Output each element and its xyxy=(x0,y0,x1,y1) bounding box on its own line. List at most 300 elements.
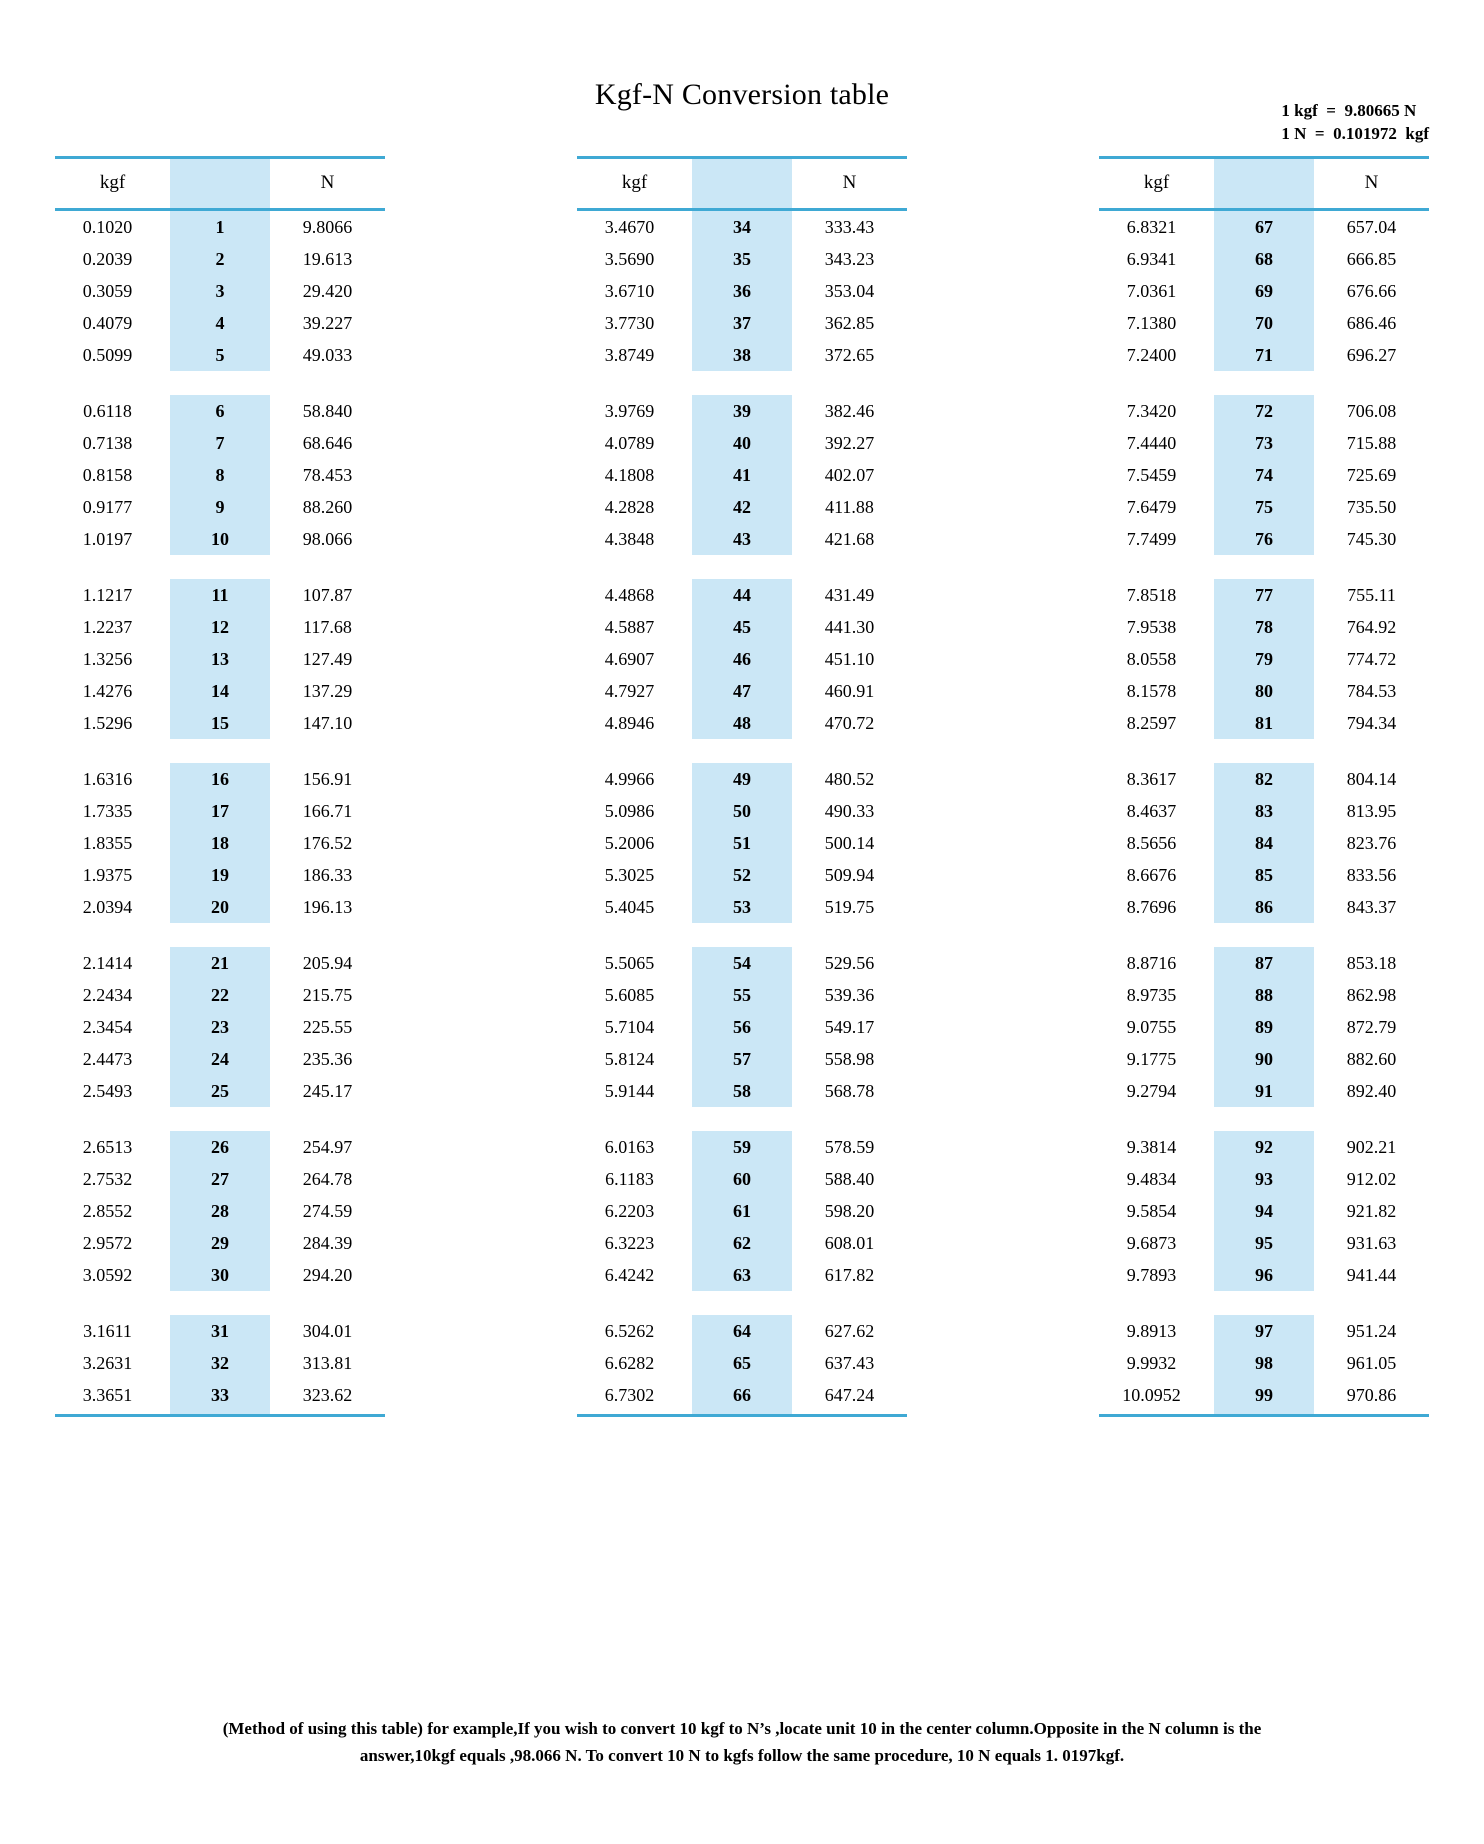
table-row xyxy=(577,643,907,675)
cell-kgf: 7.2400 xyxy=(1126,344,1177,365)
cell-newton: 686.46 xyxy=(1346,312,1397,333)
table-row xyxy=(55,827,385,859)
cell-newton: 862.98 xyxy=(1346,984,1397,1005)
table-row xyxy=(577,1379,907,1416)
cell-unit: 80 xyxy=(1214,675,1314,707)
spacer-cell xyxy=(1099,923,1429,947)
row-spacer xyxy=(55,371,385,395)
cell-kgf: 8.1578 xyxy=(1126,680,1177,701)
table-row xyxy=(577,1131,907,1163)
cell-newton: 617.82 xyxy=(824,1264,875,1285)
table-row xyxy=(577,675,907,707)
cell-kgf: 6.0163 xyxy=(604,1136,655,1157)
cell-unit: 22 xyxy=(170,979,270,1011)
table-row xyxy=(55,395,385,427)
table-row xyxy=(55,763,385,795)
cell-unit: 81 xyxy=(1214,707,1314,739)
cell-kgf: 7.7499 xyxy=(1126,528,1177,549)
table-row xyxy=(577,395,907,427)
table-row xyxy=(1099,339,1429,371)
cell-kgf: 1.4276 xyxy=(82,680,133,701)
table-row xyxy=(1099,1195,1429,1227)
cell-newton: 558.98 xyxy=(824,1048,875,1069)
cell-unit: 5 xyxy=(170,339,270,371)
table-row xyxy=(55,1347,385,1379)
table-row xyxy=(55,859,385,891)
cell-kgf: 6.1183 xyxy=(605,1168,654,1189)
table-body-3 xyxy=(1099,210,1429,1416)
footnote-line-2: answer,10kgf equals ,98.066 N. To convert 10 N to kgfs follow the same procedure, 10 N equals 1. 0197kgf. xyxy=(359,1746,1125,1766)
cell-newton: 951.24 xyxy=(1346,1320,1397,1341)
table-row xyxy=(1099,523,1429,555)
cell-kgf: 1.8355 xyxy=(82,832,133,853)
cell-newton: 68.646 xyxy=(302,432,353,453)
table-row xyxy=(55,611,385,643)
table-row xyxy=(55,979,385,1011)
cell-unit: 75 xyxy=(1214,491,1314,523)
cell-newton: 872.79 xyxy=(1346,1016,1397,1037)
cell-unit: 3 xyxy=(170,275,270,307)
table-row xyxy=(577,459,907,491)
cell-kgf: 8.2597 xyxy=(1126,712,1177,733)
cell-newton: 88.260 xyxy=(302,496,353,517)
cell-newton: 706.08 xyxy=(1346,400,1397,421)
cell-newton: 9.8066 xyxy=(302,216,353,237)
cell-newton: 843.37 xyxy=(1346,896,1397,917)
table-header-row xyxy=(55,158,385,210)
cell-newton: 735.50 xyxy=(1346,496,1397,517)
cell-kgf: 10.0952 xyxy=(1099,1379,1214,1416)
cell-newton: 343.23 xyxy=(824,248,875,269)
row-spacer xyxy=(577,739,907,763)
cell-unit: 83 xyxy=(1214,795,1314,827)
table-row xyxy=(55,307,385,339)
cell-kgf: 6.6282 xyxy=(604,1352,655,1373)
table-row xyxy=(55,1195,385,1227)
table-row xyxy=(577,763,907,795)
footnote-line-1: (Method of using this table) for example,If you wish to convert 10 kgf to N’s ,locate unit 10 in the center column.Opposite in the N column is the xyxy=(222,1719,1262,1738)
cell-newton: 117.68 xyxy=(303,616,352,637)
cell-newton: 392.27 xyxy=(824,432,875,453)
table-row xyxy=(577,1075,907,1107)
table-row xyxy=(577,275,907,307)
row-spacer xyxy=(1099,923,1429,947)
spacer-cell xyxy=(1099,1107,1429,1131)
table-row xyxy=(1099,395,1429,427)
table-row xyxy=(55,427,385,459)
cell-newton: 970.86 xyxy=(1314,1379,1429,1416)
cell-unit: 93 xyxy=(1214,1163,1314,1195)
cell-kgf: 2.3454 xyxy=(82,1016,133,1037)
row-spacer xyxy=(577,923,907,947)
cell-kgf: 3.6710 xyxy=(604,280,655,301)
cell-newton: 804.14 xyxy=(1346,768,1397,789)
cell-kgf: 3.7730 xyxy=(604,312,655,333)
cell-unit: 12 xyxy=(170,611,270,643)
cell-unit: 76 xyxy=(1214,523,1314,555)
cell-unit: 89 xyxy=(1214,1011,1314,1043)
cell-kgf: 5.8124 xyxy=(604,1048,655,1069)
cell-kgf: 5.9144 xyxy=(604,1080,655,1101)
table-row xyxy=(1099,1379,1429,1416)
table-row xyxy=(577,827,907,859)
spacer-cell xyxy=(577,1107,907,1131)
cell-unit: 36 xyxy=(692,275,792,307)
cell-newton: 961.05 xyxy=(1346,1352,1397,1373)
cell-newton: 823.76 xyxy=(1346,832,1397,853)
cell-unit: 66 xyxy=(692,1379,792,1416)
header-kgf: kgf xyxy=(55,158,170,210)
cell-unit: 38 xyxy=(692,339,792,371)
cell-newton: 107.87 xyxy=(302,584,353,605)
cell-unit: 11 xyxy=(170,579,270,611)
cell-unit: 54 xyxy=(692,947,792,979)
cell-kgf: 7.3420 xyxy=(1126,400,1177,421)
cell-unit: 37 xyxy=(692,307,792,339)
spacer-cell xyxy=(55,1291,385,1315)
table-row xyxy=(1099,947,1429,979)
table-row xyxy=(577,523,907,555)
cell-kgf: 4.1808 xyxy=(604,464,655,485)
cell-unit: 73 xyxy=(1214,427,1314,459)
cell-unit: 44 xyxy=(692,579,792,611)
cell-kgf: 7.5459 xyxy=(1126,464,1177,485)
cell-newton: 166.71 xyxy=(302,800,353,821)
table-row xyxy=(1099,210,1429,244)
table-row xyxy=(577,307,907,339)
cell-unit: 91 xyxy=(1214,1075,1314,1107)
cell-newton: 402.07 xyxy=(824,464,875,485)
cell-newton: 421.68 xyxy=(824,528,875,549)
table-row xyxy=(55,210,385,244)
table-row xyxy=(1099,611,1429,643)
cell-kgf: 5.3025 xyxy=(604,864,655,885)
cell-newton: 196.13 xyxy=(302,896,353,917)
cell-unit: 96 xyxy=(1214,1259,1314,1291)
cell-kgf: 3.4670 xyxy=(604,216,655,237)
table-row xyxy=(1099,795,1429,827)
cell-newton: 58.840 xyxy=(302,400,353,421)
table-row xyxy=(55,523,385,555)
cell-unit: 77 xyxy=(1214,579,1314,611)
cell-kgf: 9.4834 xyxy=(1126,1168,1177,1189)
row-spacer xyxy=(1099,555,1429,579)
cell-kgf: 4.7927 xyxy=(604,680,655,701)
header-unit xyxy=(1214,158,1314,210)
cell-kgf: 0.3059 xyxy=(82,280,133,301)
cell-newton: 362.85 xyxy=(824,312,875,333)
spacer-cell xyxy=(577,739,907,763)
table-row xyxy=(1099,1163,1429,1195)
row-spacer xyxy=(1099,1291,1429,1315)
table-row xyxy=(577,1347,907,1379)
cell-unit: 23 xyxy=(170,1011,270,1043)
cell-newton: 647.24 xyxy=(792,1379,907,1416)
cell-newton: 931.63 xyxy=(1346,1232,1397,1253)
table-row xyxy=(55,243,385,275)
cell-unit: 48 xyxy=(692,707,792,739)
cell-kgf: 8.7696 xyxy=(1126,896,1177,917)
cell-unit: 87 xyxy=(1214,947,1314,979)
table-row xyxy=(55,1259,385,1291)
cell-newton: 411.88 xyxy=(825,496,874,517)
cell-kgf: 3.1611 xyxy=(83,1320,132,1341)
cell-newton: 39.227 xyxy=(302,312,353,333)
cell-newton: 549.17 xyxy=(824,1016,875,1037)
table-row xyxy=(55,1043,385,1075)
header-n: N xyxy=(1314,158,1429,210)
cell-unit: 33 xyxy=(170,1379,270,1416)
cell-newton: 637.43 xyxy=(824,1352,875,1373)
table-row xyxy=(577,891,907,923)
cell-newton: 764.92 xyxy=(1346,616,1397,637)
cell-kgf: 2.7532 xyxy=(82,1168,133,1189)
cell-unit: 31 xyxy=(170,1315,270,1347)
cell-newton: 480.52 xyxy=(824,768,875,789)
cell-unit: 92 xyxy=(1214,1131,1314,1163)
cell-unit: 69 xyxy=(1214,275,1314,307)
cell-newton: 372.65 xyxy=(824,344,875,365)
table-body-2 xyxy=(577,210,907,1416)
cell-unit: 21 xyxy=(170,947,270,979)
cell-newton: 529.56 xyxy=(824,952,875,973)
cell-newton: 912.02 xyxy=(1346,1168,1397,1189)
row-spacer xyxy=(1099,371,1429,395)
cell-unit: 90 xyxy=(1214,1043,1314,1075)
cell-unit: 64 xyxy=(692,1315,792,1347)
cell-newton: 176.52 xyxy=(302,832,353,853)
cell-newton: 715.88 xyxy=(1346,432,1397,453)
cell-kgf: 9.8913 xyxy=(1126,1320,1177,1341)
cell-newton: 774.72 xyxy=(1346,648,1397,669)
cell-kgf: 4.8946 xyxy=(604,712,655,733)
conversion-table-2 xyxy=(577,156,907,1417)
cell-kgf: 5.6085 xyxy=(604,984,655,1005)
cell-kgf: 0.8158 xyxy=(82,464,133,485)
spacer-cell xyxy=(577,371,907,395)
cell-newton: 509.94 xyxy=(824,864,875,885)
cell-kgf: 6.7302 xyxy=(577,1379,692,1416)
table-row xyxy=(1099,1315,1429,1347)
table-row xyxy=(1099,763,1429,795)
cell-unit: 29 xyxy=(170,1227,270,1259)
cell-kgf: 4.2828 xyxy=(604,496,655,517)
cell-newton: 264.78 xyxy=(302,1168,353,1189)
cell-unit: 74 xyxy=(1214,459,1314,491)
cell-newton: 19.613 xyxy=(302,248,353,269)
table-row xyxy=(1099,243,1429,275)
cell-newton: 313.81 xyxy=(302,1352,353,1373)
cell-unit: 62 xyxy=(692,1227,792,1259)
cell-unit: 4 xyxy=(170,307,270,339)
cell-kgf: 4.4868 xyxy=(604,584,655,605)
usage-footnote xyxy=(0,1715,1484,1769)
table-row xyxy=(1099,979,1429,1011)
cell-newton: 451.10 xyxy=(824,648,875,669)
cell-kgf: 6.4242 xyxy=(604,1264,655,1285)
cell-unit: 56 xyxy=(692,1011,792,1043)
cell-unit: 71 xyxy=(1214,339,1314,371)
cell-newton: 598.20 xyxy=(824,1200,875,1221)
table-row xyxy=(1099,707,1429,739)
table-row xyxy=(1099,307,1429,339)
cell-newton: 745.30 xyxy=(1346,528,1397,549)
table-row xyxy=(55,275,385,307)
cell-kgf: 3.2631 xyxy=(82,1352,133,1373)
table-row xyxy=(577,1195,907,1227)
cell-unit: 40 xyxy=(692,427,792,459)
cell-newton: 725.69 xyxy=(1346,464,1397,485)
table-row xyxy=(1099,643,1429,675)
row-spacer xyxy=(577,555,907,579)
cell-unit: 55 xyxy=(692,979,792,1011)
table-row xyxy=(1099,579,1429,611)
cell-unit: 35 xyxy=(692,243,792,275)
cell-newton: 794.34 xyxy=(1346,712,1397,733)
cell-unit: 8 xyxy=(170,459,270,491)
cell-kgf: 1.0197 xyxy=(82,528,133,549)
table-row xyxy=(1099,1259,1429,1291)
spacer-cell xyxy=(1099,555,1429,579)
cell-kgf: 8.4637 xyxy=(1126,800,1177,821)
cell-unit: 61 xyxy=(692,1195,792,1227)
cell-kgf: 8.6676 xyxy=(1126,864,1177,885)
cell-kgf: 3.8749 xyxy=(604,344,655,365)
table-row xyxy=(577,979,907,1011)
cell-newton: 853.18 xyxy=(1346,952,1397,973)
table-row xyxy=(55,947,385,979)
table-row xyxy=(55,675,385,707)
cell-kgf: 0.6118 xyxy=(83,400,132,421)
cell-newton: 608.01 xyxy=(824,1232,875,1253)
cell-newton: 784.53 xyxy=(1346,680,1397,701)
header-kgf: kgf xyxy=(1099,158,1214,210)
cell-unit: 63 xyxy=(692,1259,792,1291)
row-spacer xyxy=(577,1291,907,1315)
cell-unit: 25 xyxy=(170,1075,270,1107)
conversion-table-1 xyxy=(55,156,385,1417)
cell-kgf: 1.9375 xyxy=(82,864,133,885)
table-row xyxy=(577,1043,907,1075)
header-n: N xyxy=(792,158,907,210)
cell-unit: 59 xyxy=(692,1131,792,1163)
cell-unit: 97 xyxy=(1214,1315,1314,1347)
cell-unit: 94 xyxy=(1214,1195,1314,1227)
cell-kgf: 6.3223 xyxy=(604,1232,655,1253)
cell-unit: 68 xyxy=(1214,243,1314,275)
cell-kgf: 9.7893 xyxy=(1126,1264,1177,1285)
table-row xyxy=(55,459,385,491)
cell-kgf: 1.6316 xyxy=(82,768,133,789)
cell-kgf: 6.5262 xyxy=(604,1320,655,1341)
cell-newton: 225.55 xyxy=(302,1016,353,1037)
cell-unit: 43 xyxy=(692,523,792,555)
cell-unit: 72 xyxy=(1214,395,1314,427)
cell-unit: 99 xyxy=(1214,1379,1314,1416)
cell-kgf: 2.8552 xyxy=(82,1200,133,1221)
table-row xyxy=(1099,1011,1429,1043)
cell-unit: 60 xyxy=(692,1163,792,1195)
cell-unit: 82 xyxy=(1214,763,1314,795)
table-row xyxy=(55,1379,385,1416)
conversion-factor-note: 1 kgf = 9.80665 N 1 N = 0.101972 kgf xyxy=(1281,101,1429,143)
cell-newton: 382.46 xyxy=(824,400,875,421)
cell-newton: 254.97 xyxy=(302,1136,353,1157)
header-unit xyxy=(692,158,792,210)
cell-kgf: 8.0558 xyxy=(1126,648,1177,669)
table-row xyxy=(1099,427,1429,459)
cell-newton: 304.01 xyxy=(302,1320,353,1341)
table-row xyxy=(577,947,907,979)
cell-unit: 42 xyxy=(692,491,792,523)
cell-kgf: 3.0592 xyxy=(82,1264,133,1285)
spacer-cell xyxy=(55,1107,385,1131)
cell-newton: 29.420 xyxy=(302,280,353,301)
table-row xyxy=(55,1163,385,1195)
cell-kgf: 3.9769 xyxy=(604,400,655,421)
table-row xyxy=(55,1227,385,1259)
cell-kgf: 2.2434 xyxy=(82,984,133,1005)
table-row xyxy=(1099,1347,1429,1379)
cell-kgf: 1.2237 xyxy=(82,616,133,637)
cell-newton: 156.91 xyxy=(302,768,353,789)
table-row xyxy=(577,243,907,275)
cell-newton: 941.44 xyxy=(1346,1264,1397,1285)
table-row xyxy=(1099,459,1429,491)
cell-kgf: 7.1380 xyxy=(1126,312,1177,333)
cell-unit: 19 xyxy=(170,859,270,891)
cell-newton: 470.72 xyxy=(824,712,875,733)
cell-newton: 186.33 xyxy=(302,864,353,885)
cell-newton: 882.60 xyxy=(1346,1048,1397,1069)
cell-newton: 441.30 xyxy=(824,616,875,637)
cell-kgf: 6.9341 xyxy=(1126,248,1177,269)
table-row xyxy=(1099,491,1429,523)
cell-unit: 86 xyxy=(1214,891,1314,923)
cell-newton: 215.75 xyxy=(302,984,353,1005)
cell-kgf: 2.9572 xyxy=(82,1232,133,1253)
cell-unit: 26 xyxy=(170,1131,270,1163)
cell-newton: 578.59 xyxy=(824,1136,875,1157)
cell-kgf: 9.3814 xyxy=(1126,1136,1177,1157)
table-row xyxy=(577,339,907,371)
cell-newton: 588.40 xyxy=(824,1168,875,1189)
conversion-table-3 xyxy=(1099,156,1429,1417)
cell-newton: 657.04 xyxy=(1346,216,1397,237)
cell-unit: 47 xyxy=(692,675,792,707)
spacer-cell xyxy=(577,923,907,947)
table-row xyxy=(577,611,907,643)
table-row xyxy=(55,491,385,523)
cell-newton: 921.82 xyxy=(1346,1200,1397,1221)
table-header-row xyxy=(1099,158,1429,210)
cell-unit: 78 xyxy=(1214,611,1314,643)
table-row xyxy=(577,1227,907,1259)
spacer-cell xyxy=(577,1291,907,1315)
cell-newton: 431.49 xyxy=(824,584,875,605)
table-row xyxy=(1099,1043,1429,1075)
cell-unit: 57 xyxy=(692,1043,792,1075)
table-row xyxy=(1099,859,1429,891)
cell-unit: 15 xyxy=(170,707,270,739)
row-spacer xyxy=(1099,1107,1429,1131)
cell-kgf: 9.5854 xyxy=(1126,1200,1177,1221)
row-spacer xyxy=(55,1107,385,1131)
cell-unit: 95 xyxy=(1214,1227,1314,1259)
table-row xyxy=(577,795,907,827)
header-n: N xyxy=(270,158,385,210)
cell-unit: 32 xyxy=(170,1347,270,1379)
